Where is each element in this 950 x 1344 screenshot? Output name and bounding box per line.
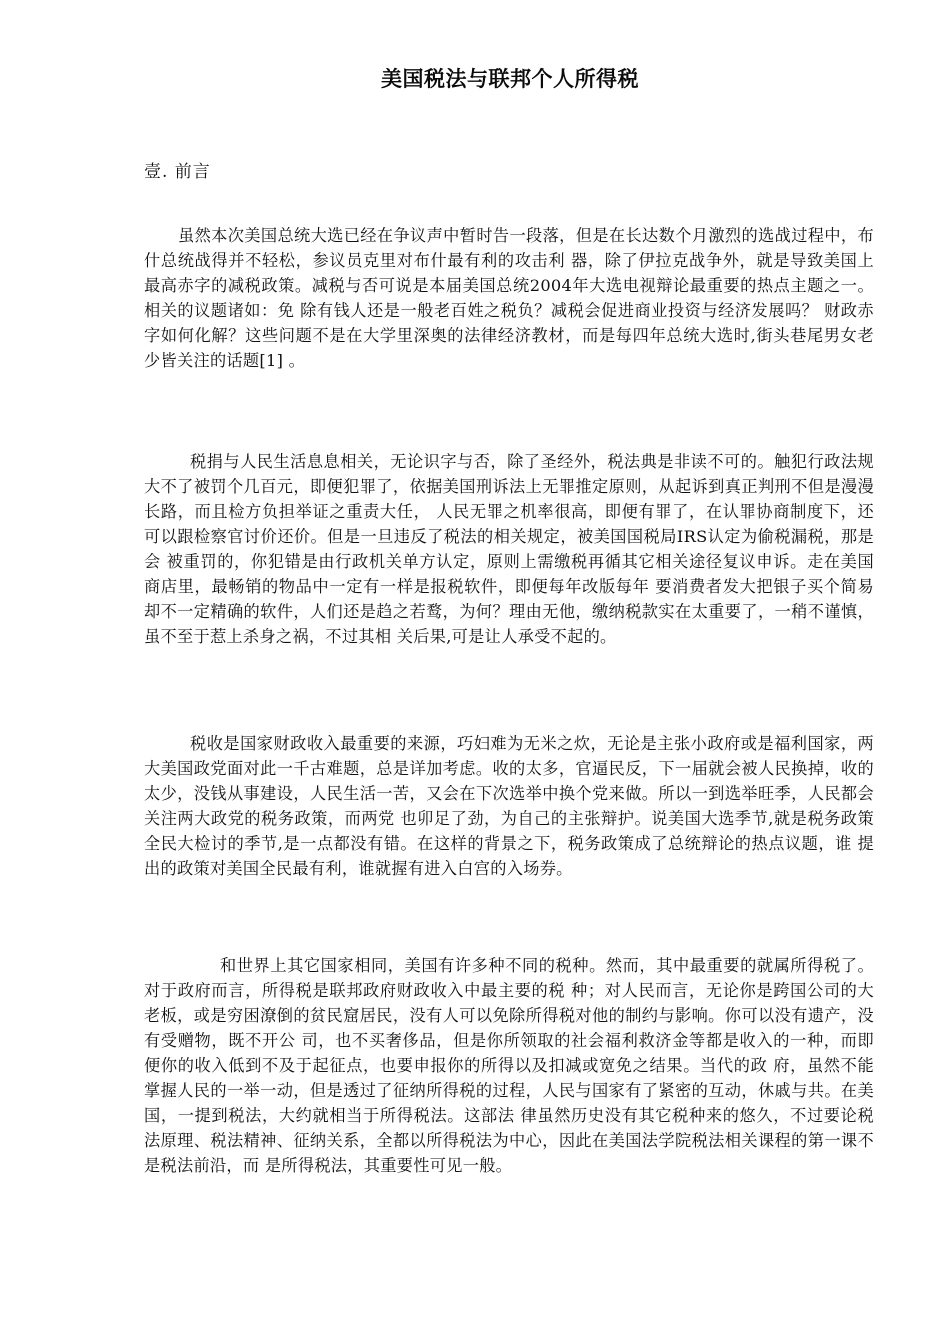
paragraph-4: 和世界上其它国家相同，美国有许多种不同的税种。然而，其中最重要的就属所得税了。对于政府而言，所得税是联邦政府财政收入中最主要的税 种；对人民而言，无论你是跨国公司的大老板，或是穷困潦倒的贫民窟居民，没有人可以免除所得税对他的制约与影响。你可以没有遗产，没有受赠物，既不开公 司，也不买奢侈品，但是你所领取的社会福利救济金等都是收入的一种，而即便你的收入低到不及于起征点，也要申报你的所得以及扣减或宽免之结果。当代的政 府，虽然不能掌握人民的一举一动，但是透过了征纳所得税的过程，人民与国家有了紧密的互动，休戚与共。在美国，一提到税法，大约就相当于所得税法。这部法 律虽然历史没有其它税种来的悠久，不过要论税法原理、税法精神、征纳关系，全都以所得税法为中心，因此在美国法学院税法相关课程的第一课不是税法前沿，而 是所得税法，其重要性可见一般。 bbox=[144, 956, 874, 1176]
section-heading-preface: 壹. 前言 bbox=[144, 162, 211, 182]
paragraph-1: 虽然本次美国总统大选已经在争议声中暂时告一段落，但是在长达数个月激烈的选战过程中，布什总统战得并不轻松，参议员克里对布什最有利的攻击利 器，除了伊拉克战争外，就是导致美国上最高赤字的减税政策。减税与否可说是本届美国总统2004年大选电视辩论最重要的热点主题之一。相关的议题诸如：免 除有钱人还是一般老百姓之税负？减税会促进商业投资与经济发展吗？ 财政赤字如何化解？这些问题不是在大学里深奥的法律经济教材，而是每四年总统大选时,街头巷尾男女老少皆关注的话题[1] 。 bbox=[144, 226, 874, 371]
paragraph-2: 税捐与人民生活息息相关，无论识字与否，除了圣经外，税法典是非读不可的。触犯行政法规大不了被罚个几百元，即便犯罪了，依据美国刑诉法上无罪推定原则，从起诉到真正判刑不但是漫漫长路，而且检方负担举证之重责大任， 人民无罪之机率很高，即便有罪了，在认罪协商制度下，还可以跟检察官讨价还价。但是一旦违反了税法的相关规定，被美国国税局IRS认定为偷税漏税，那是会 被重罚的，你犯错是由行政机关单方认定，原则上需缴税再循其它相关途径复议申诉。走在美国商店里，最畅销的物品中一定有一样是报税软件，即便每年改版每年 要消费者发大把银子买个简易却不一定精确的软件，人们还是趋之若鹜，为何？理由无他，缴纳税款实在太重要了，一稍不谨慎，虽不至于惹上杀身之祸，不过其相 关后果,可是让人承受不起的。 bbox=[144, 452, 874, 647]
paragraph-3: 税收是国家财政收入最重要的来源，巧妇难为无米之炊，无论是主张小政府或是福利国家，两大美国政党面对此一千古难题，总是详加考虑。收的太多，官逼民反，下一届就会被人民换掉，收的太少，没钱从事建设，人民生活一苦，又会在下次选举中换个党来做。所以一到选举旺季，人民都会关注两大政党的税务政策，而两党 也卯足了劲，为自己的主张辩护。说美国大选季节,就是税务政策全民大检讨的季节,是一点都没有错。在这样的背景之下，税务政策成了总统辩论的热点议题，谁 提出的政策对美国全民最有利，谁就握有进入白宫的入场券。 bbox=[144, 734, 874, 879]
document-title: 美国税法与联邦个人所得税 bbox=[381, 67, 639, 91]
